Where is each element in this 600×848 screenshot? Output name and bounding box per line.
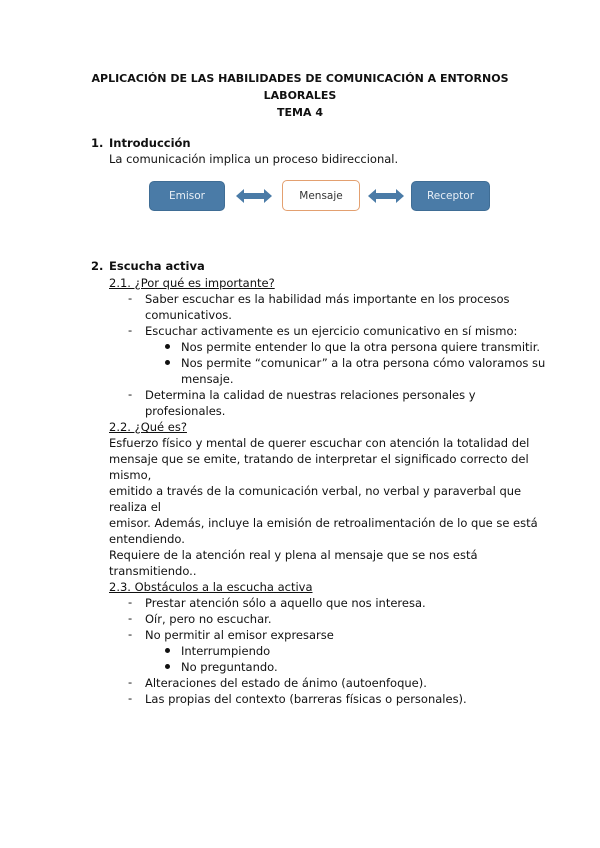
dot-bullet — [165, 664, 170, 669]
subsection-2-3-title: 2.3. Obstáculos a la escucha activa — [109, 580, 313, 594]
dash-bullet: - — [128, 595, 133, 609]
list-item: Las propias del contexto (barreras físicas o personales). — [145, 692, 467, 706]
section2-heading: Escucha activa — [109, 259, 205, 273]
list-item: Escuchar activamente es un ejercicio comunicativo en sí mismo: — [145, 324, 518, 338]
paragraph-line: transmitiendo.. — [109, 564, 197, 578]
list-item: Interrumpiendo — [181, 644, 271, 658]
receptor-box: Receptor — [411, 181, 490, 211]
dash-bullet: - — [128, 675, 133, 689]
section1-text: La comunicación implica un proceso bidireccional. — [109, 152, 399, 166]
paragraph-line: Requiere de la atención real y plena al mensaje que se nos está — [109, 548, 478, 562]
subsection-2-1-title: 2.1. ¿Por qué es importante? — [109, 276, 275, 290]
paragraph-line: mensaje que se emite, tratando de interpretar el significado correcto del — [109, 452, 529, 466]
paragraph-line: entendiendo. — [109, 532, 185, 546]
list-item: No permitir al emisor expresarse — [145, 628, 334, 642]
list-item: comunicativos. — [145, 308, 232, 322]
list-item: No preguntando. — [181, 660, 278, 674]
section2-number: 2. — [91, 259, 104, 273]
double-arrow-icon — [368, 187, 404, 205]
doc-title-line1: APLICACIÓN DE LAS HABILIDADES DE COMUNICACIÓN A ENTORNOS — [91, 72, 509, 85]
section1-heading: Introducción — [109, 136, 191, 150]
list-item: profesionales. — [145, 404, 226, 418]
dash-bullet: - — [128, 291, 133, 305]
section1-number: 1. — [91, 136, 104, 150]
paragraph-line: mismo, — [109, 468, 152, 482]
mensaje-box: Mensaje — [282, 180, 360, 211]
list-item: Nos permite entender lo que la otra persona quiere transmitir. — [181, 340, 541, 354]
list-item: Nos permite “comunicar” a la otra persona cómo valoramos su — [181, 356, 546, 370]
dash-bullet: - — [128, 611, 133, 625]
doc-title-line2: LABORALES — [263, 89, 337, 102]
emisor-box: Emisor — [149, 181, 225, 211]
dot-bullet — [165, 360, 170, 365]
list-item: Prestar atención sólo a aquello que nos interesa. — [145, 596, 426, 610]
dot-bullet — [165, 648, 170, 653]
paragraph-line: realiza el — [109, 500, 161, 514]
list-item: Determina la calidad de nuestras relaciones personales y — [145, 388, 476, 402]
dash-bullet: - — [128, 323, 133, 337]
list-item: mensaje. — [181, 372, 234, 386]
dash-bullet: - — [128, 691, 133, 705]
dash-bullet: - — [128, 387, 133, 401]
subsection-2-2-title: 2.2. ¿Qué es? — [109, 420, 187, 434]
paragraph-line: emitido a través de la comunicación verbal, no verbal y paraverbal que — [109, 484, 522, 498]
doc-title-line3: TEMA 4 — [277, 106, 323, 119]
paragraph-line: Esfuerzo físico y mental de querer escuchar con atención la totalidad del — [109, 436, 530, 450]
list-item: Alteraciones del estado de ánimo (autoenfoque). — [145, 676, 427, 690]
dash-bullet: - — [128, 627, 133, 641]
double-arrow-icon — [236, 187, 272, 205]
dot-bullet — [165, 344, 170, 349]
list-item: Saber escuchar es la habilidad más importante en los procesos — [145, 292, 510, 306]
list-item: Oír, pero no escuchar. — [145, 612, 272, 626]
paragraph-line: emisor. Además, incluye la emisión de retroalimentación de lo que se está — [109, 516, 538, 530]
